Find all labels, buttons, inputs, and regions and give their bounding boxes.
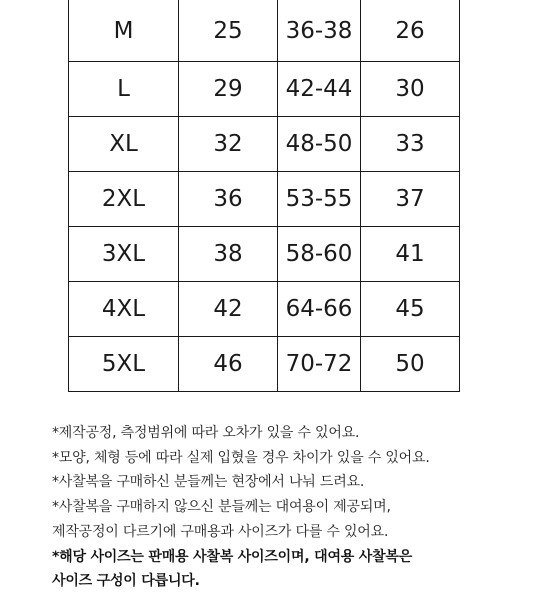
measure-cell: 38 xyxy=(179,227,278,282)
table-row xyxy=(69,172,460,227)
note-line-bold: 사이즈 구성이 다릅니다. xyxy=(52,573,200,590)
size-chart-table xyxy=(68,0,460,392)
table-row xyxy=(69,282,460,337)
table-row xyxy=(69,0,460,62)
size-cell: 5XL xyxy=(69,337,179,392)
measure-range-cell: 53-55 xyxy=(278,172,361,227)
measure-cell: 33 xyxy=(361,117,460,172)
measure-cell: 26 xyxy=(361,0,460,62)
measure-cell: 42 xyxy=(179,282,278,337)
note-line: *사찰복을 구매하신 분들께는 현장에서 나눠 드려요. xyxy=(52,474,365,491)
measure-cell: 41 xyxy=(361,227,460,282)
measure-range-cell: 58-60 xyxy=(278,227,361,282)
measure-cell: 46 xyxy=(179,337,278,392)
measure-range-cell: 48-50 xyxy=(278,117,361,172)
size-cell: 2XL xyxy=(69,172,179,227)
size-notes xyxy=(52,421,522,594)
table-row xyxy=(69,117,460,172)
measure-cell: 30 xyxy=(361,62,460,117)
note-line: *모양, 체형 등에 따라 실제 입혔을 경우 차이가 있을 수 있어요. xyxy=(52,449,430,466)
measure-cell: 32 xyxy=(179,117,278,172)
measure-range-cell: 64-66 xyxy=(278,282,361,337)
size-cell: 4XL xyxy=(69,282,179,337)
size-cell: M xyxy=(69,0,179,62)
measure-range-cell: 42-44 xyxy=(278,62,361,117)
measure-cell: 50 xyxy=(361,337,460,392)
note-line: 제작공정이 다르기에 구매용과 사이즈가 다를 수 있어요. xyxy=(52,523,389,540)
size-cell: XL xyxy=(69,117,179,172)
note-line-bold: *해당 사이즈는 판매용 사찰복 사이즈이며, 대여용 사찰복은 xyxy=(52,548,413,565)
measure-cell: 37 xyxy=(361,172,460,227)
note-line: *제작공정, 측정범위에 따라 오차가 있을 수 있어요. xyxy=(52,425,360,441)
measure-cell: 45 xyxy=(361,282,460,337)
table-row xyxy=(69,337,460,392)
measure-range-cell: 36-38 xyxy=(278,0,361,62)
table-row xyxy=(69,62,460,117)
size-cell: 3XL xyxy=(69,227,179,282)
size-cell: L xyxy=(69,62,179,117)
note-line: *사찰복을 구매하지 않으신 분들께는 대여용이 제공되며, xyxy=(52,499,391,516)
measure-cell: 25 xyxy=(179,0,278,62)
measure-cell: 29 xyxy=(179,62,278,117)
table-row xyxy=(69,227,460,282)
measure-cell: 36 xyxy=(179,172,278,227)
measure-range-cell: 70-72 xyxy=(278,337,361,392)
